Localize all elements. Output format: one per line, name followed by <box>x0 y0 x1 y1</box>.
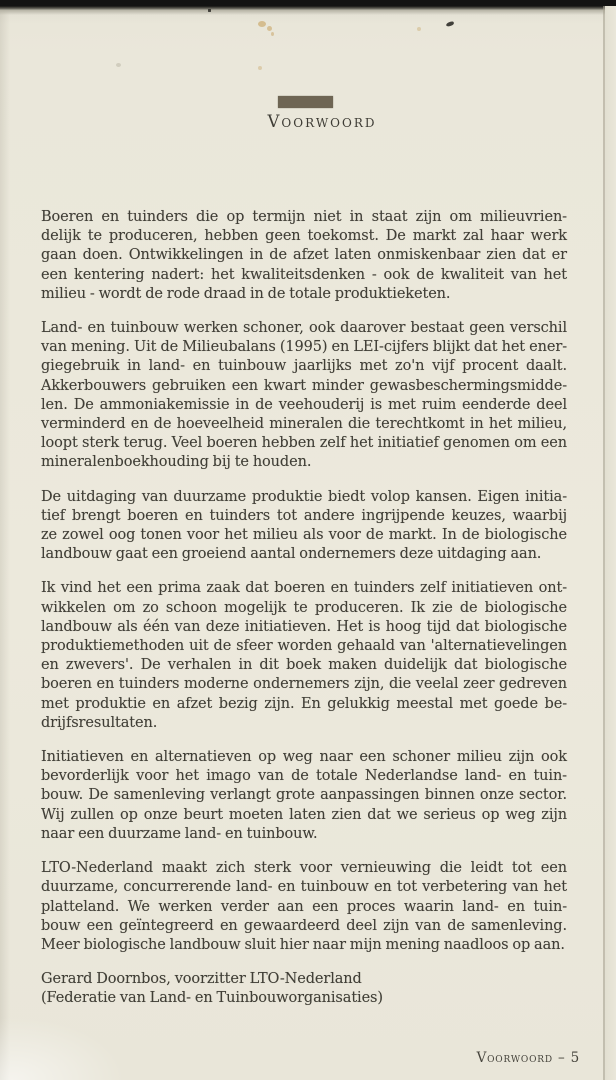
paragraph <box>41 859 567 955</box>
page-stain <box>417 27 421 31</box>
signature-name: Gerard Doornbos, voorzitter LTO-Nederland <box>41 971 362 988</box>
page-right-margin-strip <box>605 6 616 1080</box>
page-stain <box>116 63 121 67</box>
text-line: Wij zullen op onze beurt moeten laten zien dat we serieus op weg zijn <box>41 806 567 823</box>
foreword-text <box>41 208 567 1009</box>
page-title: Voorwoord <box>267 112 377 131</box>
page-stain <box>446 21 455 27</box>
paragraph <box>41 748 567 844</box>
text-line: landbouw gaat een groeiend aantal ondernemers deze uitdaging aan. <box>41 546 542 563</box>
page-top-edge <box>0 0 616 16</box>
footer-separator: – <box>552 1050 571 1066</box>
page-stain <box>258 66 262 70</box>
text-line: delijk te produceren, hebben geen toekomst. De markt zal haar werk <box>41 228 567 245</box>
text-line: loopt sterk terug. Veel boeren hebben zelf het initiatief genomen om een <box>41 435 567 452</box>
page-stain <box>271 32 274 36</box>
text-line: LTO-Nederland maakt zich sterk voor vernieuwing die leidt tot een <box>41 860 567 877</box>
text-line: ze zowel oog tonen voor het milieu als voor de markt. In de biologische <box>41 527 567 544</box>
text-line: drijfsresultaten. <box>41 714 158 731</box>
paragraph <box>41 319 567 473</box>
signature-organisation: (Federatie van Land- en Tuinbouworganisaties) <box>41 990 383 1007</box>
text-line: Akkerbouwers gebruiken een kwart minder gewasbeschermingsmidde- <box>41 377 567 394</box>
page-stain <box>258 21 266 27</box>
footer-section-label: Voorwoord <box>476 1050 553 1066</box>
text-line: mineralenboekhouding bij te houden. <box>41 454 312 471</box>
paragraph <box>41 488 567 565</box>
paragraph <box>41 208 567 304</box>
footer-page-number: 5 <box>570 1050 580 1066</box>
text-line: platteland. We werken verder aan een proces waarin land- en tuin- <box>41 898 567 915</box>
text-line: len. De ammoniakemissie in de veehouderij is met ruim eenderde deel <box>41 396 567 413</box>
text-line: Initiatieven en alternatieven op weg naar een schoner milieu zijn ook <box>41 749 567 766</box>
text-line: De uitdaging van duurzame produktie biedt volop kansen. Eigen initia- <box>41 488 567 505</box>
page-stain <box>267 26 272 31</box>
text-line: landbouw als één van deze initiatieven. Het is hoog tijd dat biologische <box>41 618 567 635</box>
text-line: tief brengt boeren en tuinders tot andere ingrijpende keuzes, waarbij <box>41 507 567 524</box>
text-line: gaan doen. Ontwikkelingen in de afzet laten onmiskenbaar zien dat er <box>41 247 567 264</box>
text-line: giegebruik in land- en tuinbouw jaarlijks met zo'n vijf procent daalt. <box>41 358 567 375</box>
text-line: Boeren en tuinders die op termijn niet in staat zijn om milieuvrien- <box>41 209 567 225</box>
text-line: naar een duurzame land- en tuinbouw. <box>41 825 318 842</box>
page-right-edge <box>603 6 605 1080</box>
text-line: duurzame, concurrerende land- en tuinbouw en tot verbetering van het <box>41 879 567 896</box>
text-line: van mening. Uit de Milieubalans (1995) en LEI-cijfers blijkt dat het ener- <box>41 339 567 356</box>
text-line: Land- en tuinbouw werken schoner, ook daarover bestaat geen verschil <box>41 320 567 337</box>
text-line: bouw een geïntegreerd en gewaardeerd deel zijn van de samenleving. <box>41 917 567 934</box>
text-line: produktiemethoden uit de sfeer worden gehaald van 'alternatievelingen <box>41 638 567 655</box>
text-line: Ik vind het een prima zaak dat boeren en tuinders zelf initiatieven ont- <box>41 580 567 597</box>
text-line: en zwevers'. De verhalen in dit boek maken duidelijk dat biologische <box>41 657 567 674</box>
paragraph <box>41 579 567 733</box>
text-line: wikkelen om zo schoon mogelijk te produceren. Ik zie de biologische <box>41 599 567 616</box>
title-ornament <box>278 96 333 108</box>
text-line: boeren en tuinders moderne ondernemers zijn, die veelal zeer gedreven <box>41 676 567 693</box>
text-line: milieu - wordt de rode draad in de totale produktieketen. <box>41 285 451 302</box>
text-line: bevorderlijk voor het imago van de totale Nederlandse land- en tuin- <box>41 768 567 785</box>
text-line: Meer biologische landbouw sluit hier naar mijn mening naadloos op aan. <box>41 936 565 953</box>
text-line: met produktie en afzet bezig zijn. En gelukkig meestal met goede be- <box>41 695 567 712</box>
text-line: een kentering nadert: het kwaliteitsdenken - ook de kwaliteit van het <box>41 266 567 283</box>
signature-block <box>41 970 567 1008</box>
text-line: bouw. De samenleving verlangt grote aanpassingen binnen onze sector. <box>41 787 567 804</box>
page-footer <box>477 1050 580 1066</box>
text-line: verminderd en de hoeveelheid mineralen die terechtkomt in het milieu, <box>41 416 567 433</box>
